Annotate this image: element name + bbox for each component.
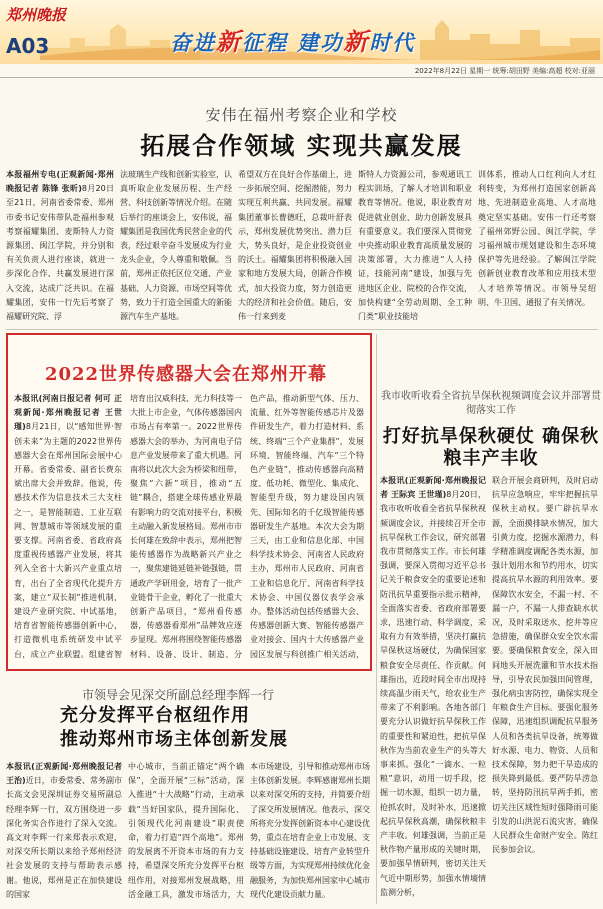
bottom-article-body-1: 近日，市委常委、常务副市长高文会见深圳证券交易所副总经理李辉一行，双方围绕进一步深化务实合作进行了深入交流。高文对李辉一行来郑表示欢迎，对深交所长期以来给予郑州经济社会发展的支持与帮助表示感谢。他说，郑州是正在加快建设的国家 [6,776,122,899]
top-article-column-1 [6,168,114,326]
right-article-byline: 本报讯(正观新闻·郑州晚报记者 王际宾 王世瑾) [380,476,486,500]
bottom-article-column-2: 中心城市，当前正锚定“两个确保”，全面开展“三标”活动，深入推进“十大战略”行动，主动承载“当好国家队，提升国际化、引领现代化河南建设”职责使命，着力打造“四个高地”。郑州的发展离不开资本市场的有力支持，希望深交所充分发挥平台枢纽作用，对接郑州发展战略，用活金融工具，激发市场活力，大 [128,762,244,899]
top-article-subtitle: 安伟在福州考察企业和学校 [205,106,398,124]
newspaper-name: 郑州晚报 [6,6,67,24]
top-article-column-3: 希望双方在良好合作基础上，进一步拓展空间、挖掘潜能，努力实现互利共赢、共同发展。福耀集团董事长曹德旺，总裁叶舒表示，郑州发展优势突出、潜力巨大，势头良好，是企业投资创业的沃土。福耀集团将积极融入国家和地方发展大局，创新合作模式，加大投资力度，努力创造更大的经济和社会价值。随后，安伟一行来到麦 [238,170,352,322]
masthead [0,0,603,64]
column-divider [376,334,377,904]
bottom-article-column-3: 本市场建设，引导和推动郑州市场主体创新发展。李辉感谢郑州长期以来对深交所的支持，并简要介绍了深交所发展情况。他表示，深交所将充分发挥创新资本中心建设优势，重点在培育企业上市发展、支持基础设施建设、培育产业转型升级等方面，为实现郑州持续优化金融服务，为加快郑州国家中心城市现代化建设贡献力量。 [250,762,370,899]
right-article-headline: 打好抗旱保秋硬仗 确保秋粮丰产丰收 [382,426,600,469]
slogan-part-1: 奋进 [170,31,216,55]
right-article-body-1: 8月20日，我市收听收看全省抗旱保秋视频调度会议，并接续召开全市抗旱保秋工作会议，研究部署我市贯彻落实工作。市长何雄强调，要深入贯彻习近平总书记关于粮食安全的重要论述和防汛抗旱重要指示批示精神，全面落实省委、省政府部署要求，迅速行动、科学调度，采取有力有效举措，坚决打赢抗旱保秋这场硬仗，为确保国家粮食安全尽责任、作贡献。何雄指出，近段时间全市出现持续高温少雨天气，给农业生产带来了不利影响。各地各部门要充分认识做好抗旱保秋工作的重要性和紧迫性，把抗旱保秋作为当前农业生产的头等大事来抓。强化“一滴水、一粒粮”意识，动用一切手段，挖掘一切水源，组织一切力量，抢抓农时，及时补水，迅速掀起抗旱保秋高潮，确保秋粮丰产丰收。何雄强调，当前正是秋作物产量形成的关键时期，要加强旱情研判，密切关注天气近中期形势，加强水情墒情监测分析， [380,490,486,897]
bottom-article-headline-line-2: 推动郑州市场主体创新发展 [60,729,288,750]
top-article-body-1: 8月20日至21日，河南省委常委、郑州市委书记安伟带队赴福州参观考察福耀集团、麦斯特人力资源集团、闽江学院，并分别和有关负责人进行座谈，就进一步深化合作、共赢发展进行深入交流，达成广泛共识。在福耀集团，安伟一行先后考察了福耀研究院、浮 [6,184,114,322]
featured-article-column-3: 色产品，推动新型气体、压力、流量、红外等智能传感芯片及器件研发生产，着力打造材料、系统、终端“三个产业集群”，发展环境、智能终端、汽车“三个特色产业链”，推动传感器向高精度、低功耗、微型化、集成化、智能型升级，努力建设国内领先、国际知名的千亿级智能传感器研发生产基地。本次大会为期三天，由工业和信息化部、中国科学技术协会、河南省人民政府主办，郑州市人民政府、河南省工业和信息化厅、河南省科学技术协会、中国仪器仪表学会承办。整体活动包括传感器大会、传感器创新大赛、智能传感器产业对接会、国内十大传感器产业园区发展与科创推广相关活动， [250,394,364,659]
top-article-column-4: 斯特人力资源公司，参观通讯工程实训场，了解人才培训和职业教育等情况。他说，职业教育对促进就业创业、助力创新发展具有重要意义。我们要深入贯彻党中央推动职业教育高质量发展的决策部署，大力推进“人人持证，技能河南”建设，加强与先进地区企业、院校的合作交流，加快构建“全劳动周期、全工种门类”职业技能培 [358,170,472,322]
bottom-article-headline [60,704,288,752]
top-article-byline: 本报福州专电(正观新闻·郑州晚报记者 陈锋 张昕) [6,170,114,194]
issue-info-bar [0,64,603,78]
featured-article-headline: 2022世界传感器大会在郑州开幕 [44,364,328,385]
page-number: A03 [6,34,50,58]
slogan-part-5: 时代 [369,31,416,55]
issue-info-text: 2022年8月22日 星期一 统筹:胡田野 美编:高超 校对:亚丽 [414,67,595,75]
featured-article-column-2: 培育出汉威科技、光力科技等一大批上市企业，气体传感器国内市场占有率第一。2022世界传感器大会的举办，为河南电子信息产业发展带来了重大机遇。河南将以此次大会为桥梁和纽带，聚焦“六新”项目，推动“五链”耦合，搭建全球传感业界最有影响力的交流对接平台，积极主动融入新发展格局。郑州市市长何雄在致辞中表示，郑州把智能传感器作为战略新兴产业之一，聚焦建链延链补链强链，贯通政产学研用金，培育了一批产业链骨干企业，孵化了一批重大创新产品项目，“郑州看传感器，传感器看郑州”品牌效应逐步显现。郑州将围绕智能传感器材料、设备、设计、制造、分 [130,394,242,659]
right-article-column-2 [492,474,598,904]
top-article-column-2: 法玻璃生产线和创新实验室，认真听取企业发展历程、生产经营、科技创新等情况介绍。在随后举行的座谈会上，安伟说，福耀集团是我国优秀民营企业的代表，经过艰辛奋斗发展成为行业龙头企业，令人尊重和敬佩。当前，郑州正依托区位交通、产业基础、人力资源、市场空间等优势，致力于打造全国重大的新能源汽车生产基地。 [120,170,232,322]
divider-line [6,329,598,330]
right-article-column-1 [380,474,486,904]
top-article-headline: 拓展合作领域 实现共赢发展 [140,131,463,160]
slogan-part-3: 征程 建功 [242,31,344,55]
right-article-ending: 陈红民参加会议。 [492,831,598,855]
featured-article-column-1 [14,392,122,664]
bottom-article-subtitle: 市领导会见深交所副总经理李辉一行 [82,688,275,702]
slogan-part-2: 新 [216,28,242,56]
featured-article-byline: 本报讯(河南日报记者 何可 正观新闻·郑州晚报记者 王世瑾) [14,394,122,432]
top-article-column-5: 训体系，推动人口红利向人才红利转变，为郑州打造国家创新高地、先进制造业高地、人才高地奠定坚实基础。安伟一行还考察了福州郊野公园、闽江学院，学习福州城市规划建设和生态环境保护等先进经验。了解闽江学院创新创业教育改革和应用技术型人才培养等情况。市领导吴绍明、牛卫国、通报了有关情况。 [478,170,596,307]
right-article-subtitle: 我市收听收看全省抗旱保秋视频调度会议并部署贯彻落实工作 [381,391,601,416]
bottom-article-byline: 本报讯(正观新闻·郑州晚报记者 王治) [6,762,122,786]
bottom-article-column-1 [6,760,122,904]
featured-article-body-1: 8月21日，以“感知世界·智创未来”为主题的2022世界传感器大会在郑州国际会展中心开幕。省委常委、副省长费东斌出席大会并致辞。他说，传感技术作为信息技术三大支柱之一，是智能制造、工业互联网、智慧城市等领域发展的重要支撑。河南省委、省政府高度重视传感器产业发展，将其列入全省十大新兴产业重点培育，出台了全省现代化提升方案，建立“双长制”推进机制，建设产业研究院、中试基地，培育省智能传感器创新中心，打造微机电系统研发中试平台，成立产业联盟。组建省智 [14,422,122,659]
slogan-part-4: 新 [343,28,370,56]
page-slogan [170,22,415,57]
right-article-body-2: 联合开展会商研判，及时启动抗旱应急响应，牢牢把握抗旱保秋主动权。要广辟抗旱水源，全面摸排缺水情况，加大引黄力度，挖掘水源潜力，科学精准调度调配各类水源，加强计划用水和节约用水，切实提高抗旱水源的利用效率。要保障饮水安全，不漏一村、不漏一户，不漏一人排查缺水状况，及时采取送水、挖井等应急措施，确保群众安全饮水需要。要确保粮食安全，深入田间地头开展洗灌和节水技术指导，引导农民加强田间管理，强化病虫害防控，确保实现全年粮食生产目标。要强化服务保障，迅速组织调配抗旱服务人员和各类抗旱设备，统筹做好水源、电力、物资、人员和技术保障，努力把干旱造成的损失降到最低。要严防旱涝急转，坚持防汛抗旱两手抓，密切关注区域性短时强降雨可能引发的山洪泥石流灾害，确保人民群众生命财产安全。 [492,476,598,841]
bottom-article-headline-line-1: 充分发挥平台枢纽作用 [60,705,250,726]
